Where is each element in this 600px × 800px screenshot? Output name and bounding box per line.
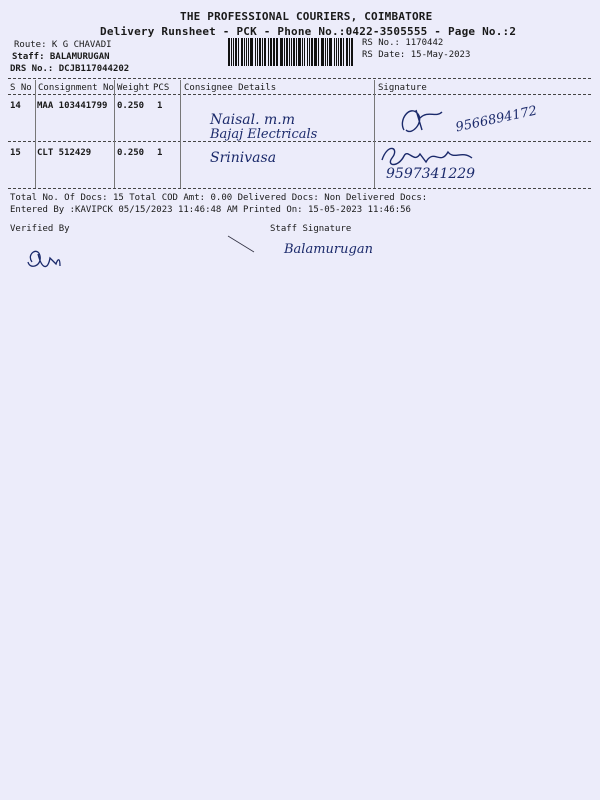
col-header-signature: Signature [378, 83, 427, 93]
table-top-rule [8, 78, 591, 79]
barcode [228, 38, 354, 66]
col-divider [114, 80, 115, 188]
handwritten-staff-signature: Balamurugan [284, 242, 373, 257]
handwritten-consignee-company: Bajaj Electricals [210, 127, 318, 142]
row-consignment: CLT 512429 [37, 148, 92, 158]
handwritten-phone: 9566894172 [454, 103, 539, 136]
rs-date: RS Date: 15-May-2023 [362, 50, 471, 60]
verified-signature-mark [22, 244, 62, 274]
row-weight: 0.250 [117, 101, 145, 111]
row-pcs: 1 [157, 101, 163, 111]
totals-line: Total No. Of Docs: 15 Total COD Amt: 0.00 Delivered Docs: Non Delivered Docs: [10, 193, 428, 203]
rs-number: RS No.: 1170442 [362, 38, 444, 48]
verified-by-label: Verified By [10, 224, 70, 234]
company-name: THE PROFESSIONAL COURIERS, COIMBATORE [180, 10, 433, 23]
handwritten-consignee-name: Srinivasa [210, 150, 277, 166]
entered-printed-line: Entered By :KAVIPCK 05/15/2023 11:46:48 AM Printed On: 15-05-2023 11:46:56 [10, 205, 411, 215]
col-divider [180, 80, 181, 188]
col-divider [374, 80, 375, 188]
drs-number: DRS No.: DCJB117044202 [10, 64, 130, 74]
col-header-sno: S No [10, 83, 32, 93]
pen-stroke-mark [226, 234, 258, 254]
handwritten-signature-mark [396, 100, 446, 142]
table-header-rule [8, 94, 591, 95]
handwritten-phone: 9597341229 [386, 166, 476, 182]
staff-signature-label: Staff Signature [270, 224, 352, 234]
row-consignment: MAA 103441799 [37, 101, 108, 111]
row-sno: 15 [10, 148, 21, 158]
row-pcs: 1 [157, 148, 163, 158]
staff-label: Staff: BALAMURUGAN [12, 52, 110, 62]
col-header-consignment: Consignment No [38, 83, 114, 93]
col-header-pcs: PCS [153, 83, 170, 93]
row-sno: 14 [10, 101, 21, 111]
col-header-weight: Weight [117, 83, 150, 93]
col-divider [35, 80, 36, 188]
col-header-consignee: Consignee Details [184, 83, 277, 93]
runsheet-subtitle: Delivery Runsheet - PCK - Phone No.:0422-3505555 - Page No.:2 [100, 25, 517, 38]
route-label: Route: K G CHAVADI [14, 40, 112, 50]
row-weight: 0.250 [117, 148, 145, 158]
handwritten-consignee-name: Naisal. m.m [210, 112, 295, 128]
table-bottom-rule [8, 188, 591, 189]
